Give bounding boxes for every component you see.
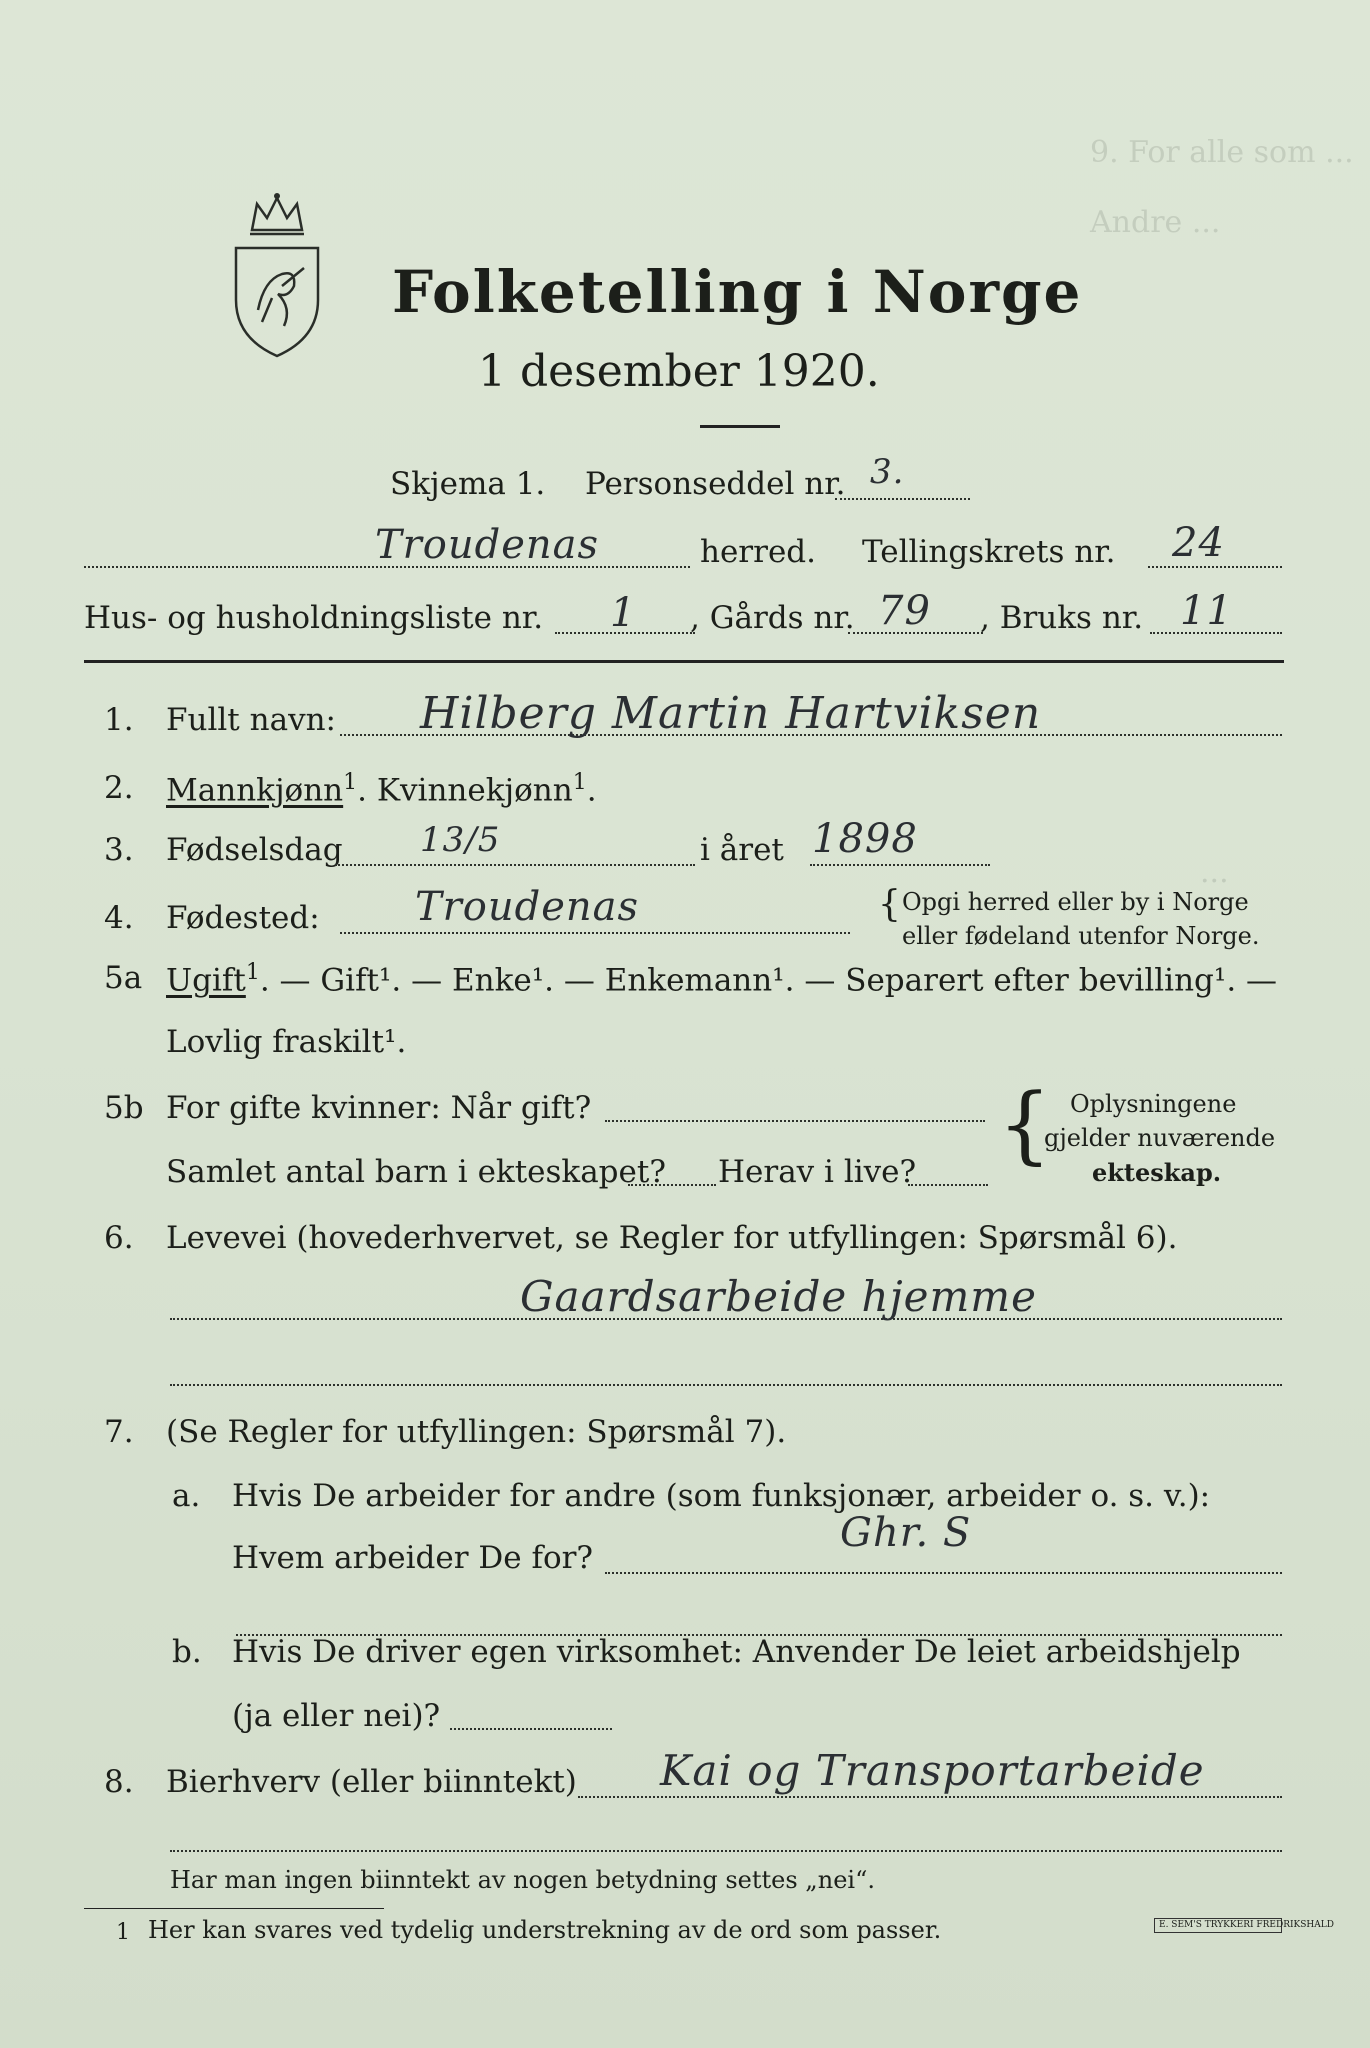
gender-male-option: Mannkjønn: [166, 772, 344, 809]
children-count-label: Samlet antal barn i ekteskapet?: [166, 1154, 666, 1190]
question-number: 4.: [104, 900, 134, 936]
birthplace-note-1: Opgi herred eller by i Norge: [902, 888, 1249, 916]
footnote-text: Her kan svares ved tydelig understrekning av de ord som passer.: [148, 1916, 942, 1944]
marital-other-options: . — Gift¹. — Enke¹. — Enkemann¹. — Separert efter bevilling¹. —: [259, 962, 1278, 999]
printer-stamp: E. SEM'S TRYKKERI FREDRIKSHALD: [1154, 1918, 1282, 1933]
employer-question: Hvis De arbeider for andre (som funksjonær, arbeider o. s. v.):: [232, 1478, 1211, 1514]
brace-icon: {: [998, 1075, 1052, 1173]
footnote-mark: 1: [116, 1920, 130, 1945]
side-income-line-2: [170, 1850, 1282, 1852]
personseddel-value: 3.: [870, 452, 905, 492]
birthplace-line: [340, 932, 850, 934]
full-name-value: Hilberg Martin Hartviksen: [420, 688, 1042, 739]
employer-value: Ghr. S: [840, 1510, 972, 1556]
hus-label: Hus- og husholdningsliste nr.: [84, 600, 544, 636]
question-number: 3.: [104, 832, 134, 868]
birth-year-label: i året: [700, 832, 784, 868]
marriage-note-3: ekteskap.: [1092, 1158, 1222, 1187]
question-number: 2.: [104, 770, 134, 806]
tellingskrets-label: Tellingskrets nr.: [862, 534, 1116, 570]
employer-line: [605, 1572, 1282, 1574]
children-count-line: [628, 1184, 716, 1186]
children-alive-label: Herav i live?: [718, 1154, 917, 1190]
birth-year-line: [810, 864, 990, 866]
birthdate-value: 13/5: [420, 820, 501, 860]
marriage-note-2: gjelder nuværende: [1044, 1124, 1276, 1152]
marital-divorced-option: Lovlig fraskilt¹.: [166, 1024, 407, 1060]
bleed-through-text: Andre ...: [1090, 205, 1221, 240]
self-employed-question: Hvis De driver egen virksomhet: Anvender De leiet arbeidshjelp: [232, 1634, 1241, 1670]
gender-options: Mannkjønn$^1$. Kvinnekjønn$^1$.: [166, 770, 597, 809]
question-number: 8.: [104, 1764, 134, 1800]
footnote-separator: [84, 1908, 384, 1909]
no-side-income-note: Har man ingen biinntekt av nogen betydning settes „nei“.: [170, 1866, 875, 1894]
bruks-value: 11: [1180, 588, 1233, 634]
side-income-value: Kai og Transportarbeide: [660, 1746, 1205, 1795]
occupation-value: Gaardsarbeide hjemme: [520, 1272, 1037, 1321]
hired-help-label: (ja eller nei)?: [232, 1698, 441, 1734]
census-date: 1 desember 1920.: [478, 346, 880, 397]
header-separator: [84, 660, 1284, 663]
children-alive-line: [908, 1184, 988, 1186]
marital-options: Ugift$^1$. — Gift¹. — Enke¹. — Enkemann¹. — Separert efter bevilling¹. —: [166, 960, 1278, 999]
herred-value: Troudenas: [375, 522, 600, 568]
q7-instruction: (Se Regler for utfyllingen: Spørsmål 7).: [166, 1414, 787, 1450]
personseddel-label: Personseddel nr.: [585, 466, 846, 502]
employer-label: Hvem arbeider De for?: [232, 1540, 594, 1576]
birthdate-label: Fødselsdag: [166, 832, 343, 868]
question-letter: a.: [172, 1478, 201, 1514]
personseddel-line: [835, 498, 970, 500]
birth-year-value: 1898: [812, 816, 918, 862]
bleed-through-text: ...: [1200, 855, 1229, 890]
gender-female-option: . Kvinnekjønn: [357, 772, 573, 809]
birthdate-line: [335, 864, 695, 866]
marriage-note-1: Oplysningene: [1070, 1090, 1237, 1118]
tellingskrets-line: [1148, 566, 1282, 568]
gender-end: .: [586, 772, 597, 809]
gards-value: 79: [878, 588, 931, 634]
birthplace-label: Fødested:: [166, 900, 320, 936]
question-number: 1.: [104, 702, 134, 738]
hired-help-line: [450, 1728, 612, 1730]
marital-unmarried-option: Ugift: [166, 962, 246, 999]
question-letter: b.: [172, 1634, 202, 1670]
question-number: 5b: [104, 1090, 144, 1126]
birthplace-note-2: eller fødeland utenfor Norge.: [902, 922, 1260, 950]
tellingskrets-value: 24: [1172, 520, 1225, 566]
full-name-label: Fullt navn:: [166, 702, 336, 738]
birthplace-value: Troudenas: [415, 884, 640, 930]
gards-label: , Gårds nr.: [690, 600, 855, 636]
occupation-line-2: [170, 1384, 1282, 1386]
question-number: 7.: [104, 1414, 134, 1450]
form-title: Folketelling i Norge: [392, 258, 1083, 326]
side-income-label: Bierhverv (eller biinntekt): [166, 1764, 577, 1800]
herred-label: herred.: [700, 534, 816, 570]
bleed-through-text: 9. For alle som ...: [1090, 135, 1354, 170]
hus-value: 1: [610, 590, 637, 636]
side-income-line: [578, 1796, 1282, 1798]
norway-coat-of-arms-icon: [222, 190, 332, 360]
occupation-label: Levevei (hovederhvervet, se Regler for utfyllingen: Spørsmål 6).: [166, 1220, 1178, 1256]
married-when-label: For gifte kvinner: Når gift?: [166, 1090, 592, 1126]
question-number: 5a: [104, 960, 143, 996]
bruks-label: , Bruks nr.: [980, 600, 1144, 636]
brace-icon: {: [878, 884, 901, 925]
title-divider: [700, 425, 780, 428]
married-when-line: [605, 1120, 985, 1122]
skjema-label: Skjema 1.: [390, 466, 546, 502]
question-number: 6.: [104, 1220, 134, 1256]
